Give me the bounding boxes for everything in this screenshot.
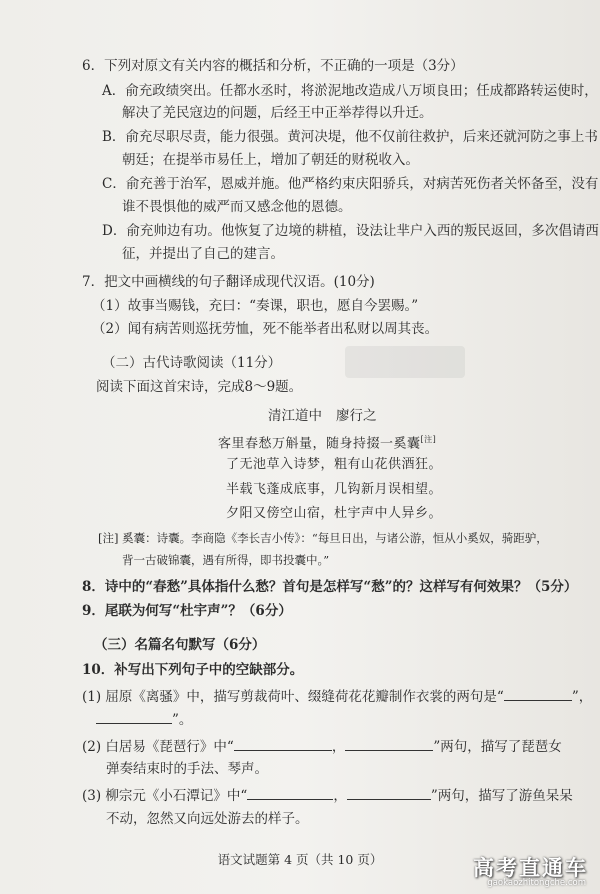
q6-option-d-cont: 征，并提出了自己的建言。 [122, 246, 284, 262]
q10-item-2 [82, 737, 562, 756]
answer-blank[interactable] [247, 786, 333, 800]
q10-item-3-text: (3) 柳宗元《小石潭记》中“ [82, 788, 248, 804]
q7-stem: 7．把文中画横线的句子翻译成现代汉语。(10分) [82, 274, 375, 290]
answer-blank[interactable] [347, 786, 431, 800]
q10-stem: 10．补写出下列句子中的空缺部分。 [82, 662, 304, 678]
q6-option-c: C．俞充善于治军，恩威并施。他严格约束庆阳骄兵，对病苦死伤者关怀备至，没有 [102, 176, 599, 192]
q6-option-b-cont: 朝廷；在提举市易任上，增加了朝廷的财税收入。 [122, 152, 419, 168]
q10-item-2-cont: 弹奏结束时的手法、琴声。 [106, 761, 268, 777]
answer-blank[interactable] [504, 687, 572, 701]
poem-annotation: [注] 奚囊：诗囊。李商隐《李长吉小传》：“每旦日出，与诸公游，恒从小奚奴，骑距驴， [98, 531, 548, 545]
poem-line-2: 了无池草入诗梦，粗有山花供酒狂。 [226, 457, 443, 472]
answer-blank[interactable] [234, 737, 332, 751]
poem-annotation-cont: 背一古破锦囊，遇有所得，即书投囊中。” [122, 553, 330, 567]
q9: 9．尾联为何写“杜宇声”？（6分） [82, 603, 292, 619]
q7-sentence-2: （2）闻有病苦则巡抚劳恤，死不能举者出私财以周其丧。 [92, 321, 439, 337]
page-footer: 语文试题第 4 页（共 10 页） [217, 852, 383, 867]
q10-item-1-end: ”。 [172, 712, 193, 728]
watermark-url: gaokaozhitongche.com [487, 878, 586, 888]
q10-item-3-comma: ， [333, 788, 347, 804]
poem-author: 廖行之 [336, 408, 377, 424]
poetry-heading: （二）古代诗歌阅读（11分） [102, 355, 282, 371]
answer-blank[interactable] [345, 737, 433, 751]
poem-line-3: 半载飞蓬成底事，几钩新月误相望。 [226, 482, 443, 497]
q6-option-c-cont: 谁不畏惧他的威严而又感念他的恩德。 [122, 199, 352, 215]
bleed-through-mark [345, 346, 465, 378]
q10-item-3 [82, 786, 573, 805]
poem-title-text: 清江道中 [268, 408, 322, 424]
poem-line-1-text: 客里春愁万斛量，随身持掇一奚囊 [218, 436, 421, 452]
q10-item-3-cont: 不动，忽然又向远处游去的样子。 [106, 811, 309, 827]
q10-item-3-tail: ”两句，描写了游鱼呆呆 [430, 788, 573, 804]
poem-line-4: 夕阳又傍空山宿，杜宇声中人异乡。 [226, 506, 443, 521]
q10-item-2-text: (2) 白居易《琵琶行》中“ [82, 739, 234, 755]
watermark-logo: 高考直通车 [473, 856, 588, 880]
q10-item-2-comma: ， [331, 739, 346, 755]
q7-sentence-1: （1）故事当赐钱，充曰：“奏课，职也，愿自今罢赐。” [92, 298, 419, 314]
q6-option-a-cont: 解决了羌民寇边的问题，后经王中正举荐得以升迁。 [122, 105, 433, 121]
q10-item-1-cont [96, 710, 192, 729]
poetry-intro: 阅读下面这首宋诗，完成8～9题。 [96, 379, 303, 395]
q10-item-1 [82, 687, 592, 706]
poem-title [268, 407, 377, 425]
q6-option-b: B．俞充尽职尽责，能力很强。黄河决堤，他不仅前往救护，后来还就河防之事上书 [102, 129, 598, 145]
poem-note-marker: [注] [420, 435, 437, 444]
answer-blank[interactable] [96, 710, 172, 724]
q10-item-1-punct: ”， [571, 689, 593, 705]
q10-item-2-tail: ”两句，描写了琵琶女 [433, 739, 562, 755]
q8: 8．诗中的“春愁”具体指什么愁？首句是怎样写“愁”的？这样写有何效果？（5分） [82, 579, 578, 595]
q6-option-d: D．俞充帅边有功。他恢复了边境的耕植，设法让芈户入西的叛民返回，多次倡请西 [102, 223, 599, 239]
q6-stem: 6．下列对原文有关内容的概括和分析，不正确的一项是（3分） [82, 58, 464, 74]
q6-option-a: A．俞充政绩突出。任都水丞时，将淤泥地改造成八万顷良田；任成都路转运使时， [102, 83, 598, 99]
poem-line-1 [218, 431, 436, 453]
section3-heading: （三）名篇名句默写（6分） [94, 637, 266, 653]
q10-item-1-text: (1) 屈原《离骚》中，描写剪裁荷叶、缀缝荷花花瓣制作衣裳的两句是“ [82, 689, 504, 705]
